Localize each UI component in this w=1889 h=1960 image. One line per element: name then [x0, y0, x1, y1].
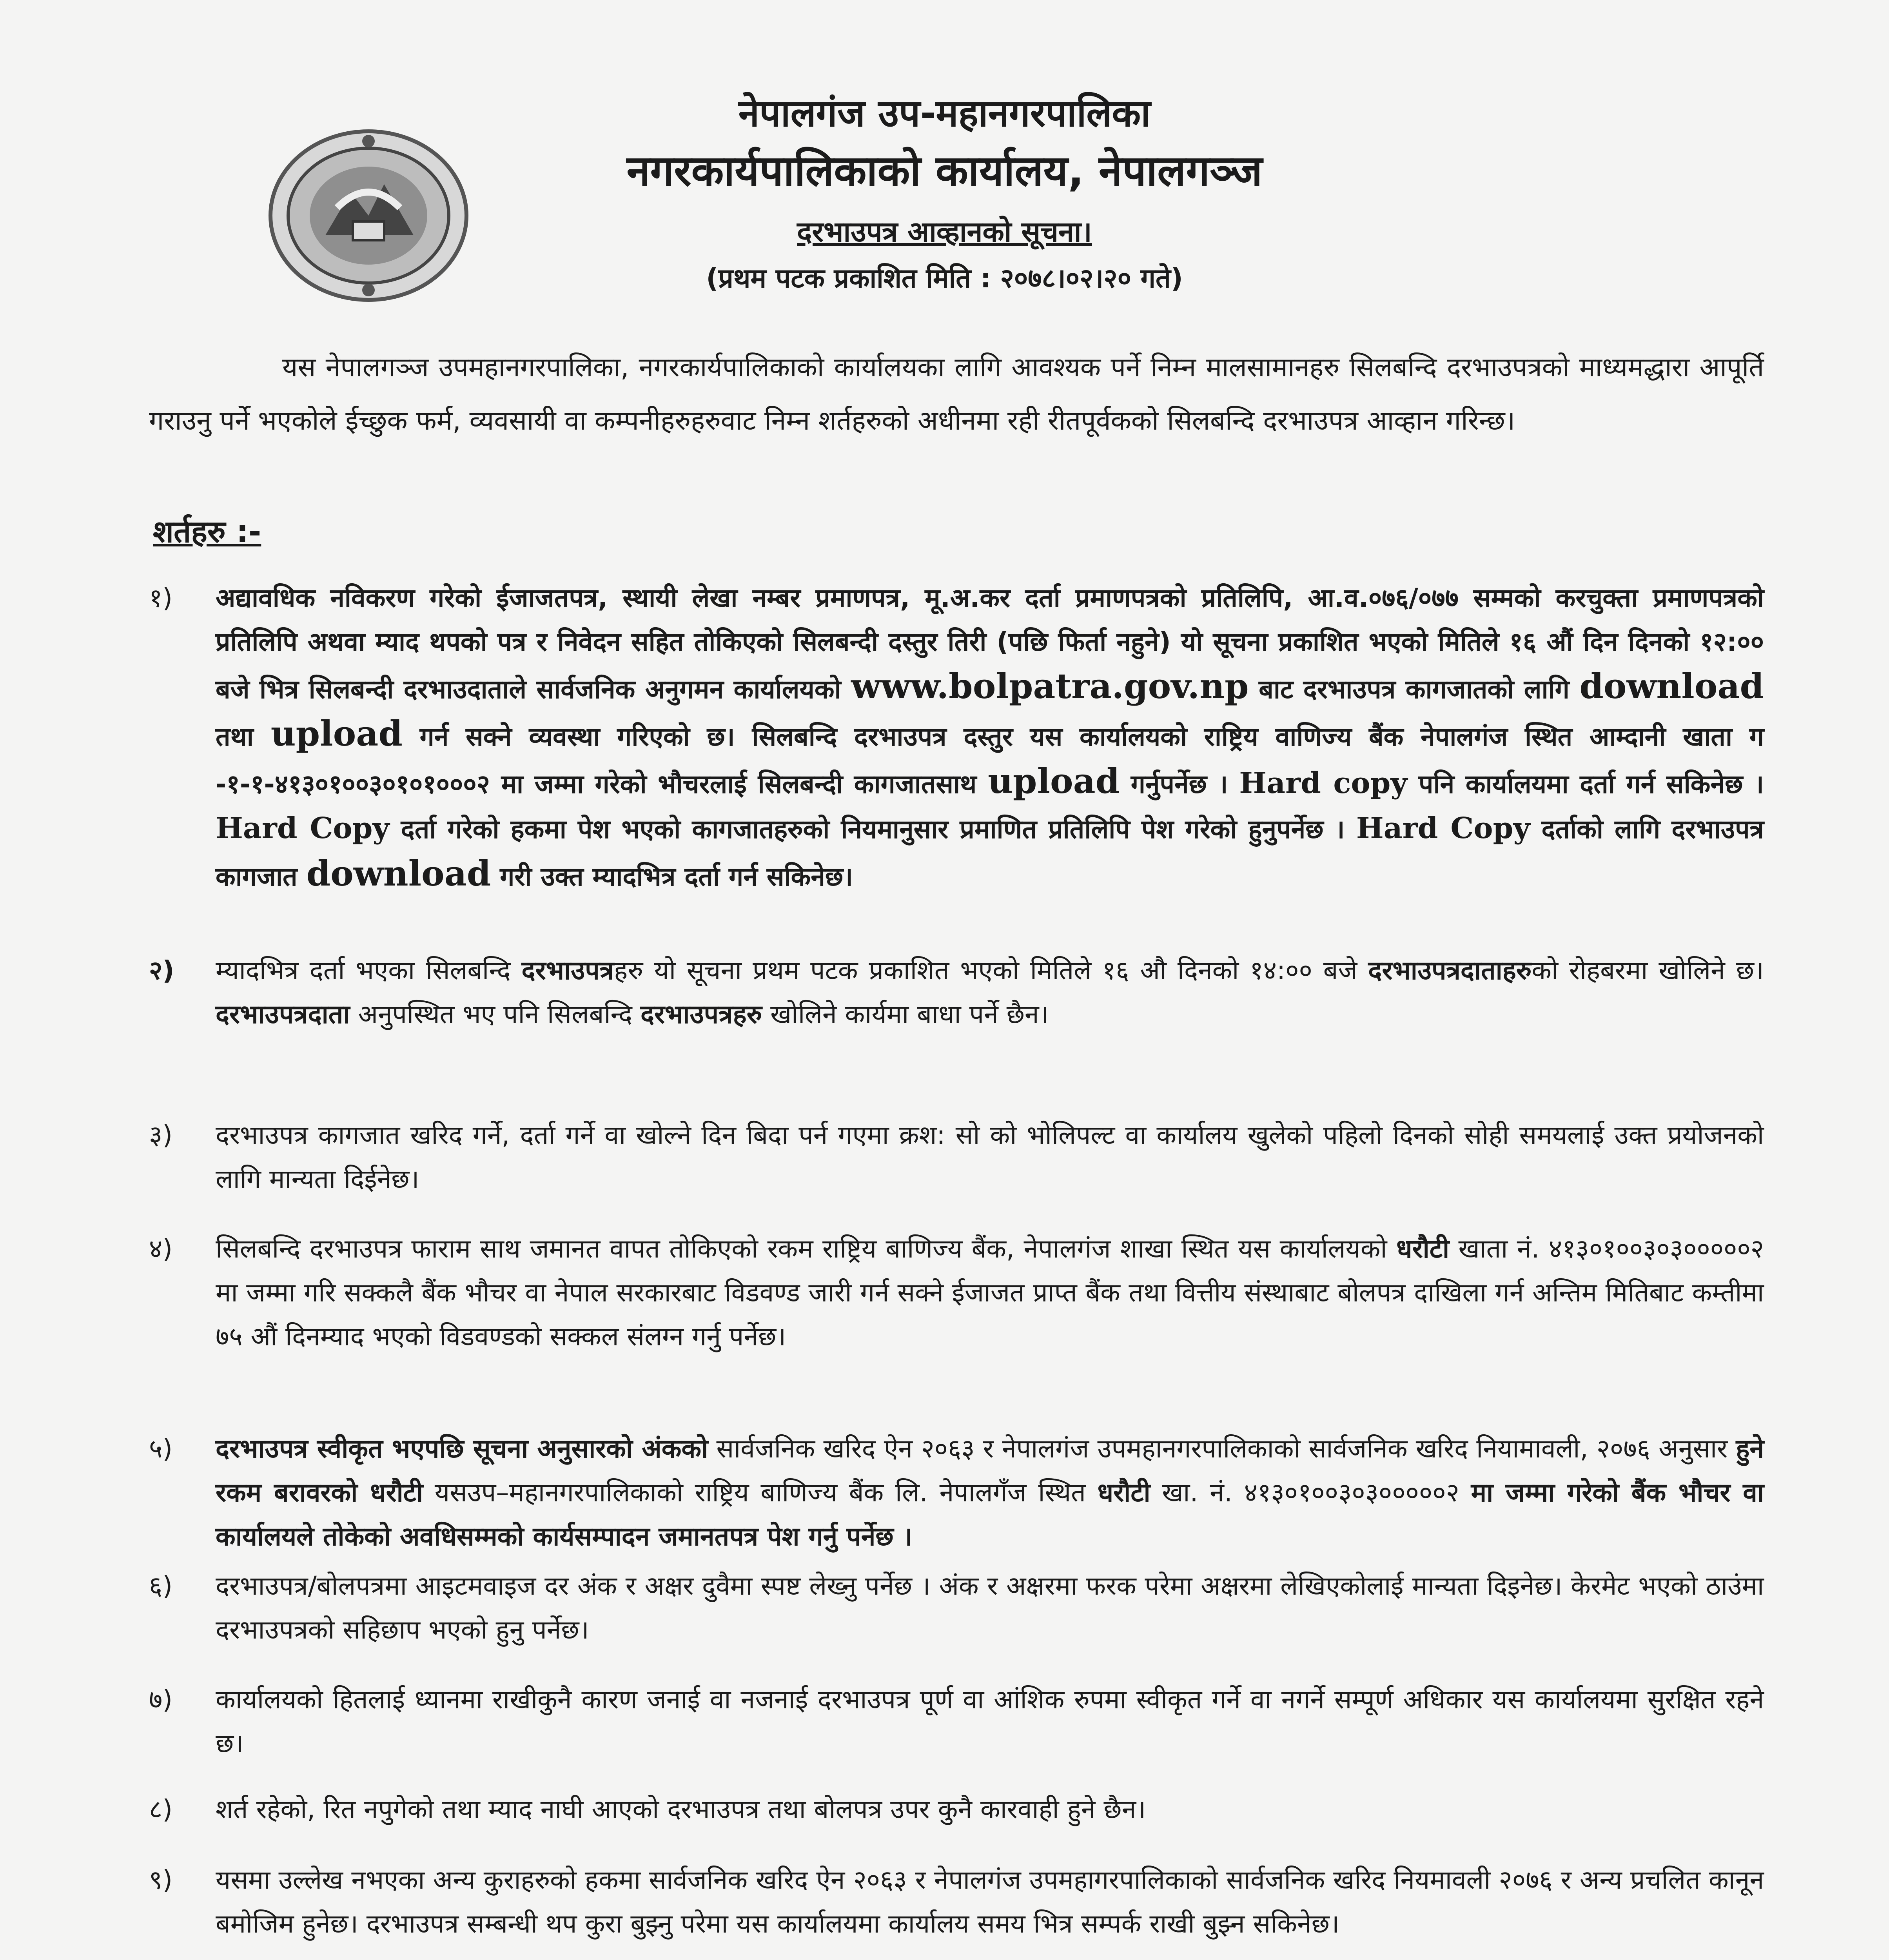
org-name: नेपालगंज उप-महानगरपालिका — [738, 91, 1151, 135]
condition-text — [216, 1427, 1764, 1559]
notice-title — [0, 212, 1889, 250]
condition-number: ३) — [149, 1120, 173, 1150]
bold-run: हुने रकम बरावरको धरौटी — [216, 1434, 1764, 1508]
download-word: download — [306, 853, 491, 894]
text-run: दर्ता गरेको हकमा पेश भएको कागजातहरुको नियमानुसार प्रमाणित प्रतिलिपि पेश गरेको हुनुपर्नेछ । — [389, 814, 1356, 844]
website-link[interactable]: www.bolpatra.gov.np — [851, 666, 1249, 706]
text-run: सिलबन्दि दरभाउपत्र फाराम साथ जमानत वापत तोकिएको रकम राष्ट्रिय बाणिज्य बैंक, नेपालगंज शाखा स्थित यस कार्यालयको — [216, 1234, 1397, 1264]
condition-3 — [149, 1113, 1764, 1201]
condition-6 — [149, 1564, 1764, 1652]
condition-text: दरभाउपत्र कागजात खरिद गर्ने, दर्ता गर्ने वा खोल्ने दिन बिदा पर्न गएमा क्रश: सो को भोलिपल्ट वा कार्यालय खुलेको पहिलो दिनको सोही समयलाई उक्त प्रयोजनको लागि मान्यता दिईनेछ। — [216, 1120, 1764, 1194]
bold-run: मा जम्मा गरेको बैंक भौचर वा कार्यालयले तोकेको अवधिसम्मको कार्यसम्पादन जमानतपत्र पेश गर्नु पर्नेछ । — [216, 1477, 1764, 1552]
text-run: खा. नं. ४१३०१००३०३०००००२ — [1150, 1477, 1471, 1508]
condition-number: १) — [149, 583, 173, 613]
condition-number: ५) — [149, 1434, 173, 1464]
condition-4 — [149, 1227, 1764, 1359]
office-name: नगरकार्यपालिकाको कार्यालय, नेपालगञ्ज — [626, 147, 1263, 196]
text-run: दर्ताको लागि दरभाउपत्र कागजात — [216, 814, 1764, 892]
condition-text: यसमा उल्लेख नभएका अन्य कुराहरुको हकमा सार्वजनिक खरिद ऐन २०६३ र नेपालगंज उपमहागरपालिकाको सार्वजनिक खरिद नियमावली २०७६ र अन्य प्रचलित कानून बमोजिम हुनेछ। दरभाउपत्र सम्बन्धी थप कुरा बुझ्नु परेमा यस कार्यालयमा कार्यालय समय भित्र सम्पर्क राखी बुझ्न सकिनेछ। — [216, 1865, 1764, 1939]
hard-copy-word: Hard copy — [1239, 766, 1408, 800]
condition-number: ६) — [149, 1571, 173, 1601]
text-run: तथा — [216, 722, 271, 752]
condition-2 — [149, 949, 1764, 1036]
terms-heading — [153, 510, 261, 551]
condition-1 — [149, 576, 1764, 899]
condition-5 — [149, 1427, 1764, 1559]
condition-number: २) — [149, 955, 174, 985]
upload-word: upload — [270, 713, 403, 754]
condition-7 — [149, 1678, 1764, 1766]
condition-text: कार्यालयको हितलाई ध्यानमा राखीकुनै कारण जनाई वा नजनाई दरभाउपत्र पूर्ण वा आंशिक रुपमा स्वीकृत गर्ने वा नगर्ने सम्पूर्ण अधिकार यस कार्यालयमा सुरक्षित रहने छ। — [216, 1684, 1764, 1759]
bold-run: दरभाउपत्र स्वीकृत भएपछि सूचना अनुसारको अंकको — [216, 1434, 708, 1464]
bold-run: दरभाउपत्रहरु — [640, 999, 762, 1029]
text-run: गर्नुपर्नेछ । — [1120, 769, 1239, 799]
bold-run: दरभाउपत्र — [521, 955, 614, 985]
text-run: पनि कार्यालयमा दर्ता गर्न सकिनेछ । — [1407, 769, 1764, 799]
intro-paragraph: यस नेपालगञ्ज उपमहानगरपालिका, नगरकार्यपालिकाको कार्यालयका लागि आवश्यक पर्ने निम्न मालसामानहरु सिलबन्दि दरभाउपत्रको माध्यमद्धारा आपूर्ति गराउनु पर्ने भएकोले ईच्छुक फर्म, व्यवसायी वा कम्पनीहरुहरुवाट निम्न शर्तहरुको अधीनमा रही रीतपूर्वकको सिलबन्दि दरभाउपत्र आव्हान गरिन्छ। — [149, 352, 1764, 436]
condition-text: शर्त रहेको, रित नपुगेको तथा म्याद नाघी आएको दरभाउपत्र तथा बोलपत्र उपर कुनै कारवाही हुने छैन। — [216, 1794, 1146, 1824]
condition-number: ७) — [149, 1684, 173, 1715]
text-run: बाट दरभाउपत्र कागजातको लागि — [1248, 674, 1580, 704]
text-run: यसउप–महानगरपालिकाको राष्ट्रिय बाणिज्य बैंक लि. नेपालगँज स्थित — [423, 1477, 1098, 1508]
text-run: को रोहबरमा खोलिने छ। — [1532, 955, 1764, 985]
condition-9 — [149, 1858, 1764, 1946]
condition-text — [216, 1227, 1764, 1359]
text-run: सार्वजनिक खरिद ऐन २०६३ र नेपालगंज उपमहानगरपालिकाको सार्वजनिक खरिद नियामावली, २०७६ अनुसार — [708, 1434, 1736, 1464]
hard-copy-word: Hard Copy — [1356, 811, 1530, 845]
bold-run: धरौटी — [1396, 1234, 1450, 1264]
text-run: अनुपस्थित भए पनि सिलबन्दि — [350, 999, 641, 1029]
hard-copy-word: Hard Copy — [216, 811, 390, 845]
text-run: म्यादभित्र दर्ता भएका सिलबन्दि — [216, 955, 522, 985]
condition-number: ९) — [149, 1865, 173, 1895]
text-run: गरी उक्त म्यादभित्र दर्ता गर्न सकिनेछ। — [491, 862, 853, 892]
text-run: हरु यो सूचना प्रथम पटक प्रकाशित भएको मितिले १६ औ दिनको १४:०० बजे — [614, 955, 1368, 985]
bold-run: दरभाउपत्रदाताहरु — [1368, 955, 1532, 985]
condition-text — [216, 576, 1764, 899]
terms-heading-text: शर्तहरु :- — [153, 514, 261, 550]
bold-run: धरौटी — [1097, 1477, 1150, 1508]
text-run: खाता नं. ४१३०१००३०३०००००२ मा जम्मा गरि सक्कलै बैंक भौचर वा नेपाल सरकारबाट विडवण्ड जारी गर्न सक्ने ईजाजत प्राप्त बैंक तथा वित्तीय संस्थाबाट बोलपत्र दाखिला गर्न अन्तिम मितिबाट कम्तीमा ७५ औं दिनम्याद भएको विडवण्डको सक्कल संलग्न गर्नु पर्नेछ। — [216, 1234, 1764, 1352]
condition-text: दरभाउपत्र/बोलपत्रमा आइटमवाइज दर अंक र अक्षर दुवैमा स्पष्ट लेख्नु पर्नेछ । अंक र अक्षरमा फरक परेमा अक्षरमा लेखिएकोलाई मान्यता दिइनेछ। केरमेट भएको ठाउंमा दरभाउपत्रको सहिछाप भएको हुनु पर्नेछ। — [216, 1571, 1764, 1645]
bold-run: दरभाउपत्रदाता — [216, 999, 350, 1029]
condition-text — [216, 949, 1764, 1036]
text-run: गर्न सक्ने व्यवस्था गरिएको छ। सिलबन्दि दरभाउपत्र दस्तुर यस कार्यालयको राष्ट्रिय वाणिज्य बैंक नेपालगंज स्थित आम्दानी खाता ग -१-१-४१३०१००३०१०१०००२ मा जम्मा गरेको भौचरलाई सिलबन्दी कागजातसाथ — [216, 722, 1764, 799]
text-run: अद्यावधिक नविकरण गरेको ईजाजतपत्र, स्थायी लेखा नम्बर प्रमाणपत्र, मू.अ.कर दर्ता प्रमाणपत्रको प्रतिलिपि, आ.व.०७६/०७७ सम्मको करचुक्ता प्रमाणपत्रको प्रतिलिपि अथवा म्याद थपको पत्र र निवेदन सहित तोकिएको सिलबन्दी दस्तुर तिरी (पछि फिर्ता नहुने) यो सूचना प्रकाशित भएको मितिले १६ औं दिन दिनको १२:०० बजे भित्र सिलबन्दी दरभाउदाताले सार्वजनिक अनुगमन कार्यालयको — [216, 583, 1764, 704]
text-run: खोलिने कार्यमा बाधा पर्ने छैन। — [762, 999, 1049, 1029]
condition-number: ४) — [149, 1234, 173, 1264]
condition-8 — [149, 1788, 1764, 1831]
notice-title-text: दरभाउपत्र आव्हानको सूचना। — [797, 215, 1092, 248]
upload-word: upload — [987, 760, 1120, 801]
first-published-date: (प्रथम पटक प्रकाशित मिति : २०७८।०२।२० गते) — [706, 263, 1183, 294]
condition-number: ८) — [149, 1794, 173, 1824]
download-word: download — [1579, 666, 1764, 706]
